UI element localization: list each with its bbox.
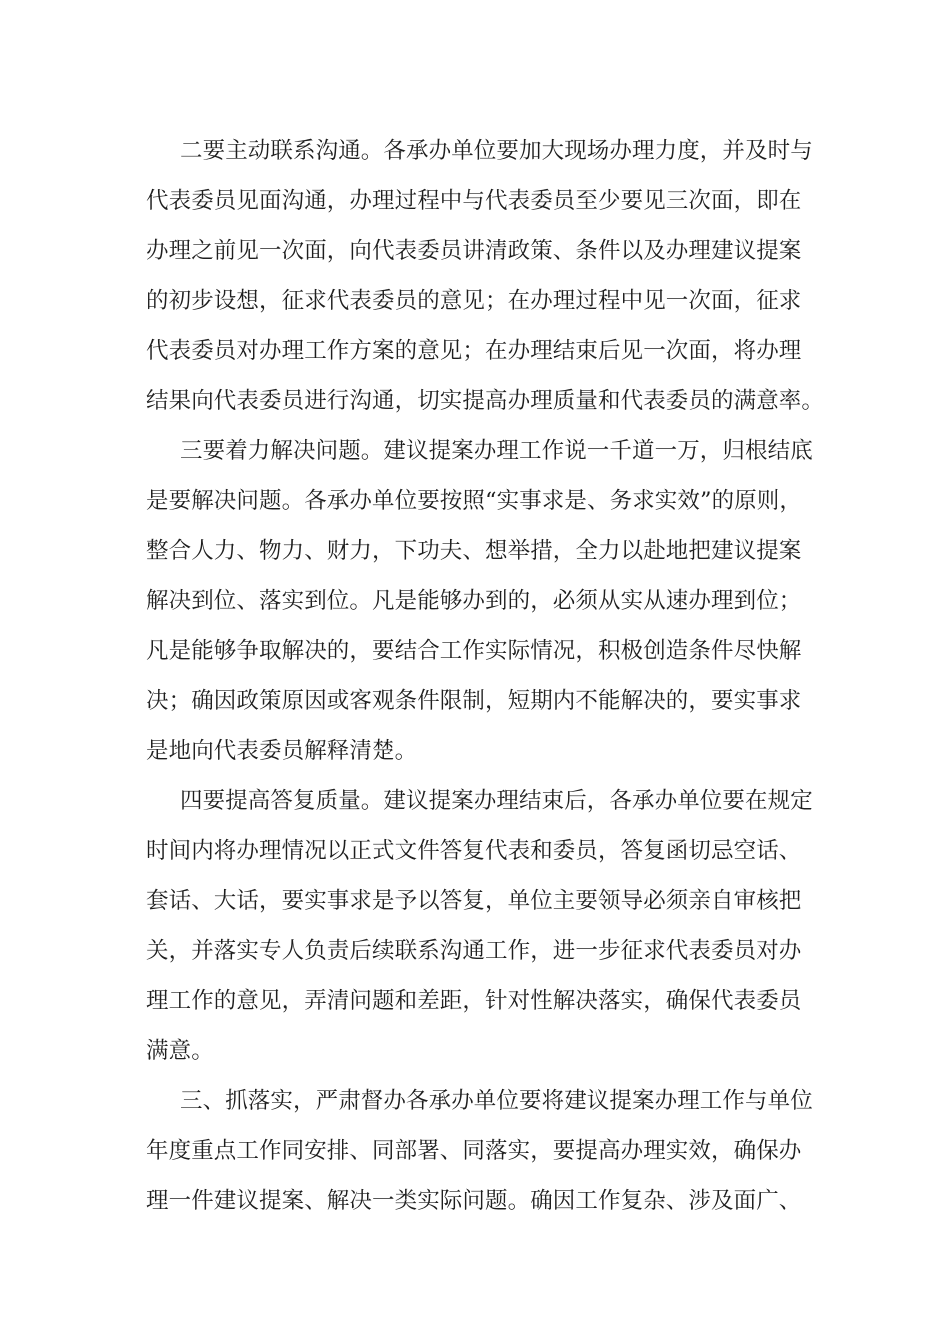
paragraph-line: 代表委员对办理工作方案的意见；在办理结束后见一次面，将办理 xyxy=(146,338,802,364)
paragraph-line: 时间内将办理情况以正式文件答复代表和委员，答复函切忌空话、 xyxy=(146,838,802,864)
paragraph-line: 解决到位、落实到位。凡是能够办到的，必须从实从速办理到位； xyxy=(146,588,802,614)
paragraph-line: 满意。 xyxy=(146,1038,214,1064)
paragraph-line: 年度重点工作同安排、同部署、同落实，要提高办理实效，确保办 xyxy=(146,1138,802,1164)
paragraph-line: 代表委员见面沟通，办理过程中与代表委员至少要见三次面，即在 xyxy=(146,188,802,214)
paragraph-line: 四要提高答复质量。建议提案办理结束后，各承办单位要在规定 xyxy=(180,788,813,814)
paragraph-line: 是地向代表委员解释清楚。 xyxy=(146,738,418,764)
paragraph-line: 决；确因政策原因或客观条件限制，短期内不能解决的，要实事求 xyxy=(146,688,802,714)
paragraph-line: 的初步设想，征求代表委员的意见；在办理过程中见一次面，征求 xyxy=(146,288,802,314)
paragraph-line: 理一件建议提案、解决一类实际问题。确因工作复杂、涉及面广、 xyxy=(146,1188,802,1214)
paragraph-line: 二要主动联系沟通。各承办单位要加大现场办理力度，并及时与 xyxy=(180,138,813,164)
paragraph-line: 理工作的意见，弄清问题和差距，针对性解决落实，确保代表委员 xyxy=(146,988,802,1014)
paragraph-line: 结果向代表委员进行沟通，切实提高办理质量和代表委员的满意率。 xyxy=(146,388,825,414)
paragraph-line: 三、抓落实，严肃督办各承办单位要将建议提案办理工作与单位 xyxy=(180,1088,813,1114)
paragraph-line: 办理之前见一次面，向代表委员讲清政策、条件以及办理建议提案 xyxy=(146,238,802,264)
paragraph-line: 凡是能够争取解决的，要结合工作实际情况，积极创造条件尽快解 xyxy=(146,638,802,664)
paragraph-line: 三要着力解决问题。建议提案办理工作说一千道一万，归根结底 xyxy=(180,438,813,464)
paragraph-line: 套话、大话，要实事求是予以答复，单位主要领导必须亲自审核把 xyxy=(146,888,802,914)
paragraph-line: 整合人力、物力、财力，下功夫、想举措，全力以赴地把建议提案 xyxy=(146,538,802,564)
paragraph-line: 是要解决问题。各承办单位要按照“实事求是、务求实效”的原则， xyxy=(146,488,803,514)
paragraph-line: 关，并落实专人负责后续联系沟通工作，进一步征求代表委员对办 xyxy=(146,938,802,964)
